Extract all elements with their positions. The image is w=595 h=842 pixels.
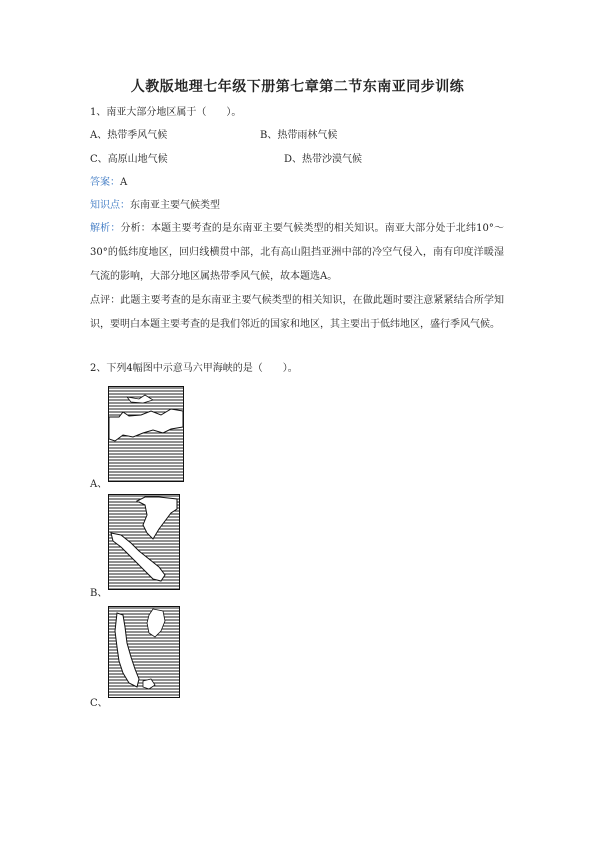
answer-value: A: [120, 177, 128, 188]
analysis-label: 解析：: [90, 223, 121, 234]
q1-answer-row: [90, 176, 127, 190]
q2-label-a: A、: [90, 479, 108, 490]
analysis-text: 分析：本题主要考查的是东南亚主要气候类型的相关知识。南亚大部分处于北纬10°～30°的低纬度地区，回归线横贯中部，北有高山阻挡亚洲中部的冷空气侵入，南有印度洋暖湿气流的影响，大部分地区属热带季风气候，故本题选A。: [90, 223, 504, 282]
strait-map-b: [108, 494, 180, 590]
q1-stem: 1、南亚大部分地区属于（ ）。: [90, 107, 242, 118]
strait-map-a: [108, 386, 184, 482]
page-title: 人教版地理七年级下册第七章第二节东南亚同步训练: [130, 79, 465, 95]
q2-stem: 2、下列4幅图中示意马六甲海峡的是（ ）。: [90, 363, 298, 374]
knowledge-label: 知识点：: [90, 200, 130, 211]
q1-option-c: C、高原山地气候: [90, 154, 168, 165]
q1-option-b: B、热带雨林气候: [260, 130, 338, 141]
q2-label-b: B、: [90, 588, 108, 599]
strait-map-c: [108, 606, 180, 698]
q1-option-a: A、热带季风气候: [90, 130, 168, 141]
q1-analysis: [90, 217, 504, 289]
knowledge-value: 东南亚主要气候类型: [130, 200, 220, 211]
q2-label-c: C、: [90, 698, 108, 709]
answer-label: 答案：: [90, 177, 120, 188]
q1-knowledge-row: [90, 199, 220, 213]
q1-comment: 点评：此题主要考查的是东南亚主要气候类型的相关知识，在做此题时要注意紧紧结合所学知识，要明白本题主要考查的是我们邻近的国家和地区，其主要出于低纬地区，盛行季风气候。: [90, 295, 504, 330]
q1-option-d: D、热带沙漠气候: [284, 154, 363, 165]
